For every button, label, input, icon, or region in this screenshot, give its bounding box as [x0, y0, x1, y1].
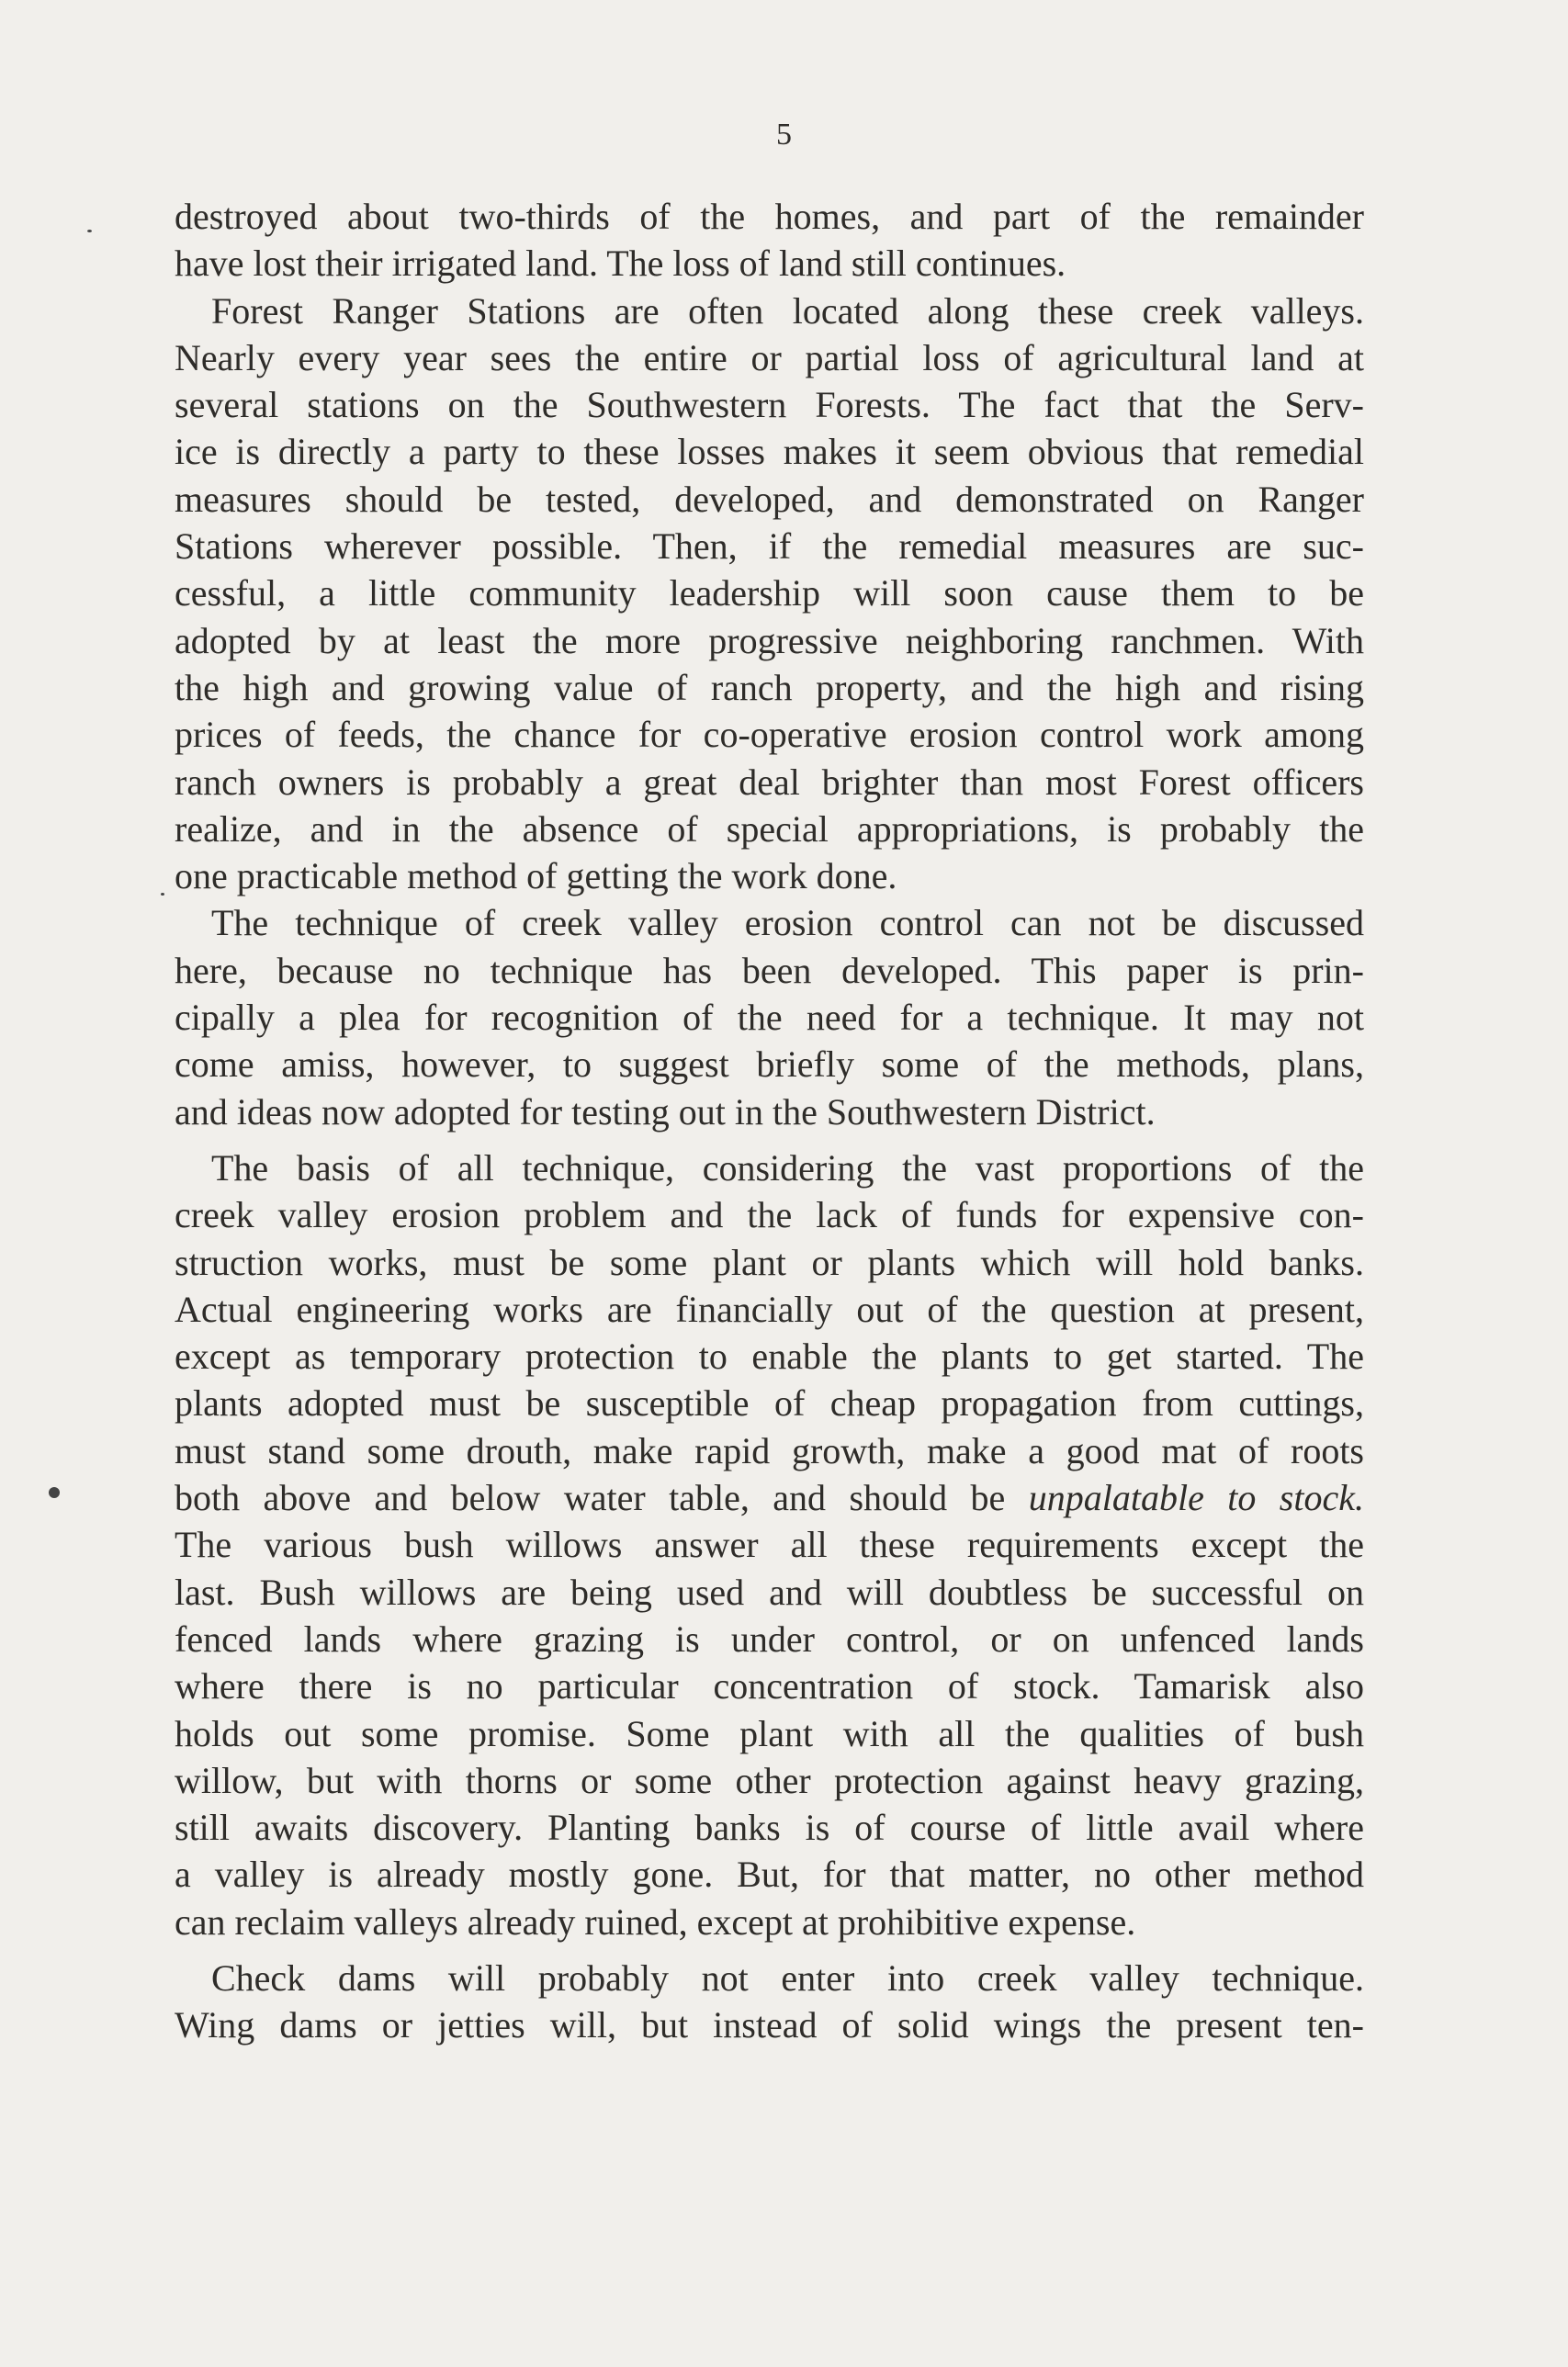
text-segment: both above and below water table, and should be — [175, 1477, 1029, 1519]
text-line: come amiss, however, to suggest briefly some of the methods, plans, — [175, 1043, 1364, 1086]
text-line: have lost their irrigated land. The loss of land still continues. — [175, 242, 1066, 285]
margin-dot-mark — [49, 1487, 60, 1498]
body-text — [175, 193, 1364, 2049]
text-line: struction works, must be some plant or plants which will hold banks. — [175, 1241, 1364, 1283]
paragraph-3 — [175, 899, 1364, 1134]
text-line: the high and growing value of ranch property, and the high and rising — [175, 666, 1364, 708]
paragraph-1 — [175, 193, 1364, 287]
page-number: 5 — [776, 118, 792, 152]
text-line: The various bush willows answer all these requirements except the — [175, 1524, 1364, 1566]
text-line: The technique of creek valley erosion control can not be discussed — [211, 902, 1364, 944]
text-line: Forest Ranger Stations are often located along these creek valleys. — [211, 289, 1364, 332]
text-line: can reclaim valleys already ruined, except at prohibitive expense. — [175, 1900, 1136, 1943]
text-line: ranch owners is probably a great deal brighter than most Forest officers — [175, 761, 1364, 803]
text-line: cipally a plea for recognition of the need for a technique. It may not — [175, 997, 1364, 1039]
text-line: and ideas now adopted for testing out in the Southwestern District. — [175, 1090, 1156, 1133]
text-line: ice is directly a party to these losses makes it seem obvious that remedial — [175, 431, 1364, 473]
text-line-with-italic — [175, 1474, 1364, 1521]
text-line: realize, and in the absence of special appropriations, is probably the — [175, 807, 1364, 850]
text-line: Stations wherever possible. Then, if the remedial measures are suc- — [175, 525, 1364, 568]
text-line: destroyed about two-thirds of the homes, and part of the remainder — [175, 196, 1364, 237]
text-line: Nearly every year sees the entire or partial loss of agricultural land at — [175, 336, 1364, 378]
text-line: here, because no technique has been developed. This paper is prin- — [175, 949, 1364, 991]
text-line: Actual engineering works are financially out of the question at present, — [175, 1288, 1364, 1330]
text-line: several stations on the Southwestern Forests. The fact that the Serv- — [175, 384, 1364, 426]
text-line: one practicable method of getting the work done. — [175, 855, 897, 897]
text-line: The basis of all technique, considering the vast proportions of the — [211, 1146, 1364, 1189]
paragraph-4 — [175, 1144, 1364, 1945]
text-line: except as temporary protection to enable the plants to get started. The — [175, 1336, 1364, 1378]
text-line: adopted by at least the more progressive neighboring ranchmen. With — [175, 619, 1364, 661]
text-line: Check dams will probably not enter into creek valley technique. — [211, 1956, 1364, 1999]
text-line: a valley is already mostly gone. But, for that matter, no other method — [175, 1854, 1364, 1896]
text-line: still awaits discovery. Planting banks is of course of little avail where — [175, 1807, 1364, 1849]
text-line: creek valley erosion problem and the lack of funds for expensive con- — [175, 1194, 1364, 1236]
text-line: holds out some promise. Some plant with all the qualities of bush — [175, 1712, 1364, 1754]
text-line: cessful, a little community leadership will soon cause them to be — [175, 572, 1364, 614]
text-line: measures should be tested, developed, and demonstrated on Ranger — [175, 478, 1364, 520]
margin-speck-mark — [87, 230, 92, 232]
text-line: prices of feeds, the chance for co-operative erosion control work among — [175, 714, 1364, 756]
margin-speck-mark — [161, 893, 164, 896]
text-line: last. Bush willows are being used and will doubtless be successful on — [175, 1571, 1364, 1613]
text-line: must stand some drouth, make rapid growth, make a good mat of roots — [175, 1429, 1364, 1471]
text-line: fenced lands where grazing is under control, or on unfenced lands — [175, 1617, 1364, 1660]
text-line: plants adopted must be susceptible of cheap propagation from cuttings, — [175, 1382, 1364, 1425]
text-line: Wing dams or jetties will, but instead of solid wings the present ten- — [175, 2004, 1364, 2046]
italic-emphasis: unpalatable to stock. — [1028, 1477, 1364, 1519]
text-line: where there is no particular concentration of stock. Tamarisk also — [175, 1665, 1364, 1708]
paragraph-5 — [175, 1955, 1364, 2049]
text-line: willow, but with thorns or some other protection against heavy grazing, — [175, 1759, 1364, 1801]
paragraph-2 — [175, 287, 1364, 900]
